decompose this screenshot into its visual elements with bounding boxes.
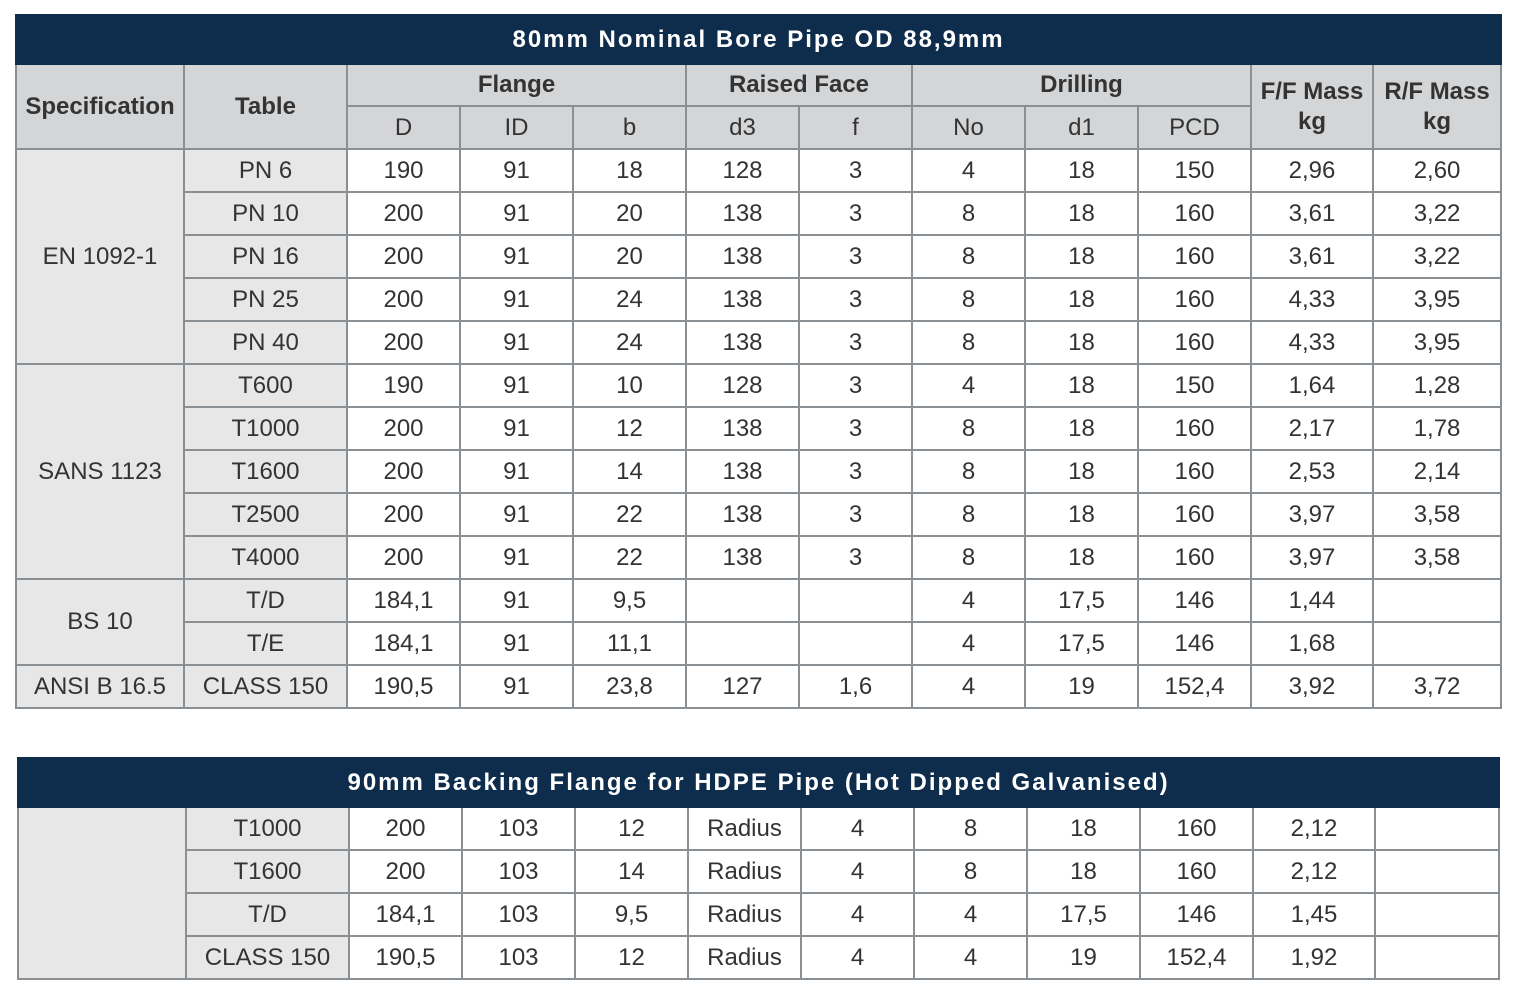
- value-cell: 1,64: [1251, 364, 1373, 407]
- table-row: [16, 536, 1501, 579]
- value-cell: 1,28: [1373, 364, 1501, 407]
- value-cell: 1,78: [1373, 407, 1501, 450]
- value-cell: 4,33: [1251, 278, 1373, 321]
- value-cell: 200: [349, 807, 462, 850]
- value-cell: 4: [912, 622, 1025, 665]
- value-cell: 8: [912, 321, 1025, 364]
- value-cell: 10: [573, 364, 686, 407]
- header-raised-face: Raised Face: [686, 64, 912, 106]
- value-cell: 160: [1138, 192, 1251, 235]
- table-name-cell: T600: [184, 364, 347, 407]
- value-cell: 8: [912, 278, 1025, 321]
- value-cell: [799, 579, 912, 622]
- table-row: [16, 149, 1501, 192]
- value-cell: [1375, 850, 1499, 893]
- value-cell: 200: [347, 278, 460, 321]
- value-cell: 8: [912, 536, 1025, 579]
- value-cell: 91: [460, 278, 573, 321]
- table-row: [16, 278, 1501, 321]
- value-cell: Radius: [688, 893, 801, 936]
- value-cell: 17,5: [1025, 579, 1138, 622]
- value-cell: 4: [801, 893, 914, 936]
- value-cell: 138: [686, 235, 799, 278]
- value-cell: 160: [1138, 450, 1251, 493]
- table-row: [18, 893, 1499, 936]
- value-cell: 2,53: [1251, 450, 1373, 493]
- value-cell: 146: [1140, 893, 1253, 936]
- value-cell: 22: [573, 493, 686, 536]
- table-row: [16, 407, 1501, 450]
- value-cell: 152,4: [1138, 665, 1251, 708]
- value-cell: 1,44: [1251, 579, 1373, 622]
- value-cell: 3: [799, 321, 912, 364]
- value-cell: 190,5: [349, 936, 462, 979]
- value-cell: 3: [799, 364, 912, 407]
- spec-cell: SANS 1123: [16, 364, 184, 579]
- value-cell: 9,5: [575, 893, 688, 936]
- value-cell: 2,12: [1253, 850, 1375, 893]
- value-cell: 103: [462, 850, 575, 893]
- value-cell: 12: [575, 807, 688, 850]
- value-cell: [1375, 893, 1499, 936]
- value-cell: 3: [799, 407, 912, 450]
- value-cell: 12: [575, 936, 688, 979]
- subheader-id: ID: [460, 106, 573, 149]
- value-cell: 3: [799, 536, 912, 579]
- value-cell: 8: [912, 450, 1025, 493]
- spec-cell: EN 1092-1: [16, 149, 184, 364]
- table-name-cell: PN 40: [184, 321, 347, 364]
- value-cell: 160: [1138, 407, 1251, 450]
- value-cell: [686, 622, 799, 665]
- value-cell: 9,5: [573, 579, 686, 622]
- value-cell: 160: [1140, 850, 1253, 893]
- value-cell: 150: [1138, 364, 1251, 407]
- value-cell: 8: [914, 850, 1027, 893]
- value-cell: 200: [347, 235, 460, 278]
- value-cell: 103: [462, 936, 575, 979]
- value-cell: 91: [460, 321, 573, 364]
- header-ff-mass-label: F/F Mass: [1260, 77, 1364, 105]
- value-cell: 4: [801, 850, 914, 893]
- header-rf-mass: [1373, 64, 1501, 149]
- value-cell: 18: [1025, 536, 1138, 579]
- value-cell: 3,72: [1373, 665, 1501, 708]
- value-cell: 2,14: [1373, 450, 1501, 493]
- value-cell: 20: [573, 235, 686, 278]
- value-cell: 17,5: [1025, 622, 1138, 665]
- value-cell: 4: [912, 579, 1025, 622]
- table-row: [16, 665, 1501, 708]
- value-cell: 3,97: [1251, 493, 1373, 536]
- value-cell: 3: [799, 192, 912, 235]
- value-cell: 18: [1025, 321, 1138, 364]
- value-cell: 3: [799, 450, 912, 493]
- table-name-cell: T4000: [184, 536, 347, 579]
- table-name-cell: PN 16: [184, 235, 347, 278]
- value-cell: 2,60: [1373, 149, 1501, 192]
- value-cell: 3: [799, 149, 912, 192]
- value-cell: 18: [1027, 807, 1140, 850]
- table-name-cell: PN 10: [184, 192, 347, 235]
- header-flange: Flange: [347, 64, 686, 106]
- value-cell: 190,5: [347, 665, 460, 708]
- value-cell: 160: [1138, 536, 1251, 579]
- table-row: [18, 807, 1499, 850]
- value-cell: 91: [460, 665, 573, 708]
- subheader-no: No: [912, 106, 1025, 149]
- value-cell: 18: [1025, 364, 1138, 407]
- value-cell: 91: [460, 622, 573, 665]
- value-cell: 14: [573, 450, 686, 493]
- value-cell: 18: [1025, 235, 1138, 278]
- value-cell: 1,68: [1251, 622, 1373, 665]
- value-cell: 8: [912, 493, 1025, 536]
- value-cell: 23,8: [573, 665, 686, 708]
- value-cell: 103: [462, 807, 575, 850]
- value-cell: 3,97: [1251, 536, 1373, 579]
- backing-flange-table-90mm: [17, 757, 1500, 980]
- value-cell: [1373, 622, 1501, 665]
- value-cell: 160: [1138, 321, 1251, 364]
- table-name-cell: T/D: [184, 579, 347, 622]
- table-name-cell: T1600: [186, 850, 349, 893]
- value-cell: 91: [460, 407, 573, 450]
- value-cell: 3,61: [1251, 235, 1373, 278]
- value-cell: 19: [1025, 665, 1138, 708]
- table-row: [16, 493, 1501, 536]
- value-cell: 128: [686, 364, 799, 407]
- value-cell: 200: [349, 850, 462, 893]
- value-cell: 160: [1138, 235, 1251, 278]
- header-ff-mass: [1251, 64, 1373, 149]
- value-cell: 146: [1138, 579, 1251, 622]
- value-cell: 4: [912, 665, 1025, 708]
- table-row: [18, 850, 1499, 893]
- value-cell: 8: [912, 192, 1025, 235]
- value-cell: 4: [912, 149, 1025, 192]
- value-cell: 138: [686, 192, 799, 235]
- value-cell: 3,95: [1373, 278, 1501, 321]
- value-cell: 184,1: [347, 622, 460, 665]
- table-name-cell: T/D: [186, 893, 349, 936]
- header-ff-mass-unit: kg: [1297, 107, 1326, 135]
- table-name-cell: T2500: [184, 493, 347, 536]
- subheader-d3: d3: [686, 106, 799, 149]
- header-rf-mass-unit: kg: [1423, 107, 1452, 135]
- value-cell: 200: [347, 192, 460, 235]
- value-cell: 3,22: [1373, 235, 1501, 278]
- value-cell: 4: [801, 936, 914, 979]
- value-cell: 200: [347, 450, 460, 493]
- table-name-cell: PN 6: [184, 149, 347, 192]
- value-cell: 14: [575, 850, 688, 893]
- flange-table-80mm: [15, 14, 1502, 709]
- value-cell: [1375, 807, 1499, 850]
- value-cell: 18: [1025, 149, 1138, 192]
- table-title: 80mm Nominal Bore Pipe OD 88,9mm: [16, 15, 1501, 64]
- value-cell: 146: [1138, 622, 1251, 665]
- value-cell: Radius: [688, 936, 801, 979]
- table-name-cell: T1000: [184, 407, 347, 450]
- value-cell: 1,92: [1253, 936, 1375, 979]
- spec-cell: BS 10: [16, 579, 184, 665]
- value-cell: 152,4: [1140, 936, 1253, 979]
- value-cell: 190: [347, 364, 460, 407]
- subheader-b: b: [573, 106, 686, 149]
- value-cell: 19: [1027, 936, 1140, 979]
- value-cell: 3,95: [1373, 321, 1501, 364]
- value-cell: 91: [460, 149, 573, 192]
- value-cell: 2,12: [1253, 807, 1375, 850]
- table-row: [16, 364, 1501, 407]
- value-cell: 200: [347, 407, 460, 450]
- header-rf-mass-label: R/F Mass: [1384, 77, 1490, 105]
- value-cell: 91: [460, 192, 573, 235]
- value-cell: 91: [460, 579, 573, 622]
- table-row: [16, 235, 1501, 278]
- value-cell: 200: [347, 493, 460, 536]
- value-cell: [799, 622, 912, 665]
- value-cell: 17,5: [1027, 893, 1140, 936]
- value-cell: 138: [686, 536, 799, 579]
- table-row: [16, 450, 1501, 493]
- value-cell: 8: [912, 235, 1025, 278]
- value-cell: 184,1: [347, 579, 460, 622]
- value-cell: 3,92: [1251, 665, 1373, 708]
- value-cell: 128: [686, 149, 799, 192]
- value-cell: 2,17: [1251, 407, 1373, 450]
- table-row: [16, 579, 1501, 622]
- value-cell: 4,33: [1251, 321, 1373, 364]
- subheader-f: f: [799, 106, 912, 149]
- value-cell: 18: [573, 149, 686, 192]
- value-cell: 91: [460, 235, 573, 278]
- subheader-pcd: PCD: [1138, 106, 1251, 149]
- value-cell: 138: [686, 278, 799, 321]
- value-cell: 8: [914, 807, 1027, 850]
- value-cell: 24: [573, 321, 686, 364]
- value-cell: 138: [686, 321, 799, 364]
- value-cell: 1,45: [1253, 893, 1375, 936]
- value-cell: 91: [460, 450, 573, 493]
- value-cell: 91: [460, 536, 573, 579]
- table-row: [16, 321, 1501, 364]
- value-cell: 22: [573, 536, 686, 579]
- value-cell: 18: [1025, 192, 1138, 235]
- table-name-cell: T1600: [184, 450, 347, 493]
- value-cell: 18: [1027, 850, 1140, 893]
- value-cell: 160: [1140, 807, 1253, 850]
- header-drilling: Drilling: [912, 64, 1251, 106]
- value-cell: 18: [1025, 278, 1138, 321]
- value-cell: 3,58: [1373, 536, 1501, 579]
- value-cell: 18: [1025, 493, 1138, 536]
- value-cell: 3: [799, 235, 912, 278]
- value-cell: 200: [347, 321, 460, 364]
- value-cell: 3,61: [1251, 192, 1373, 235]
- value-cell: 160: [1138, 278, 1251, 321]
- value-cell: 4: [914, 893, 1027, 936]
- value-cell: 150: [1138, 149, 1251, 192]
- value-cell: 11,1: [573, 622, 686, 665]
- header-table: Table: [184, 64, 347, 149]
- value-cell: 20: [573, 192, 686, 235]
- value-cell: 138: [686, 407, 799, 450]
- value-cell: 190: [347, 149, 460, 192]
- value-cell: 18: [1025, 450, 1138, 493]
- value-cell: 3: [799, 493, 912, 536]
- table-row: [18, 936, 1499, 979]
- value-cell: [1375, 936, 1499, 979]
- table-name-cell: T/E: [184, 622, 347, 665]
- spec-cell: ANSI B 16.5: [16, 665, 184, 708]
- value-cell: 160: [1138, 493, 1251, 536]
- value-cell: 4: [914, 936, 1027, 979]
- value-cell: 138: [686, 450, 799, 493]
- subheader-d: D: [347, 106, 460, 149]
- value-cell: 138: [686, 493, 799, 536]
- value-cell: 91: [460, 364, 573, 407]
- value-cell: 1,6: [799, 665, 912, 708]
- value-cell: 91: [460, 493, 573, 536]
- value-cell: 3,58: [1373, 493, 1501, 536]
- value-cell: 4: [801, 807, 914, 850]
- value-cell: 2,96: [1251, 149, 1373, 192]
- header-specification: Specification: [16, 64, 184, 149]
- table-name-cell: CLASS 150: [186, 936, 349, 979]
- table-title: 90mm Backing Flange for HDPE Pipe (Hot Dipped Galvanised): [18, 758, 1499, 807]
- value-cell: 4: [912, 364, 1025, 407]
- value-cell: 184,1: [349, 893, 462, 936]
- table-row: [16, 622, 1501, 665]
- value-cell: 103: [462, 893, 575, 936]
- value-cell: 3: [799, 278, 912, 321]
- value-cell: [686, 579, 799, 622]
- value-cell: 127: [686, 665, 799, 708]
- value-cell: 18: [1025, 407, 1138, 450]
- subheader-d1: d1: [1025, 106, 1138, 149]
- value-cell: Radius: [688, 807, 801, 850]
- spec-cell: [18, 807, 186, 979]
- value-cell: 24: [573, 278, 686, 321]
- value-cell: 200: [347, 536, 460, 579]
- value-cell: 12: [573, 407, 686, 450]
- value-cell: [1373, 579, 1501, 622]
- table-row: [16, 192, 1501, 235]
- table-name-cell: T1000: [186, 807, 349, 850]
- value-cell: 8: [912, 407, 1025, 450]
- value-cell: Radius: [688, 850, 801, 893]
- table-name-cell: PN 25: [184, 278, 347, 321]
- value-cell: 3,22: [1373, 192, 1501, 235]
- table-name-cell: CLASS 150: [184, 665, 347, 708]
